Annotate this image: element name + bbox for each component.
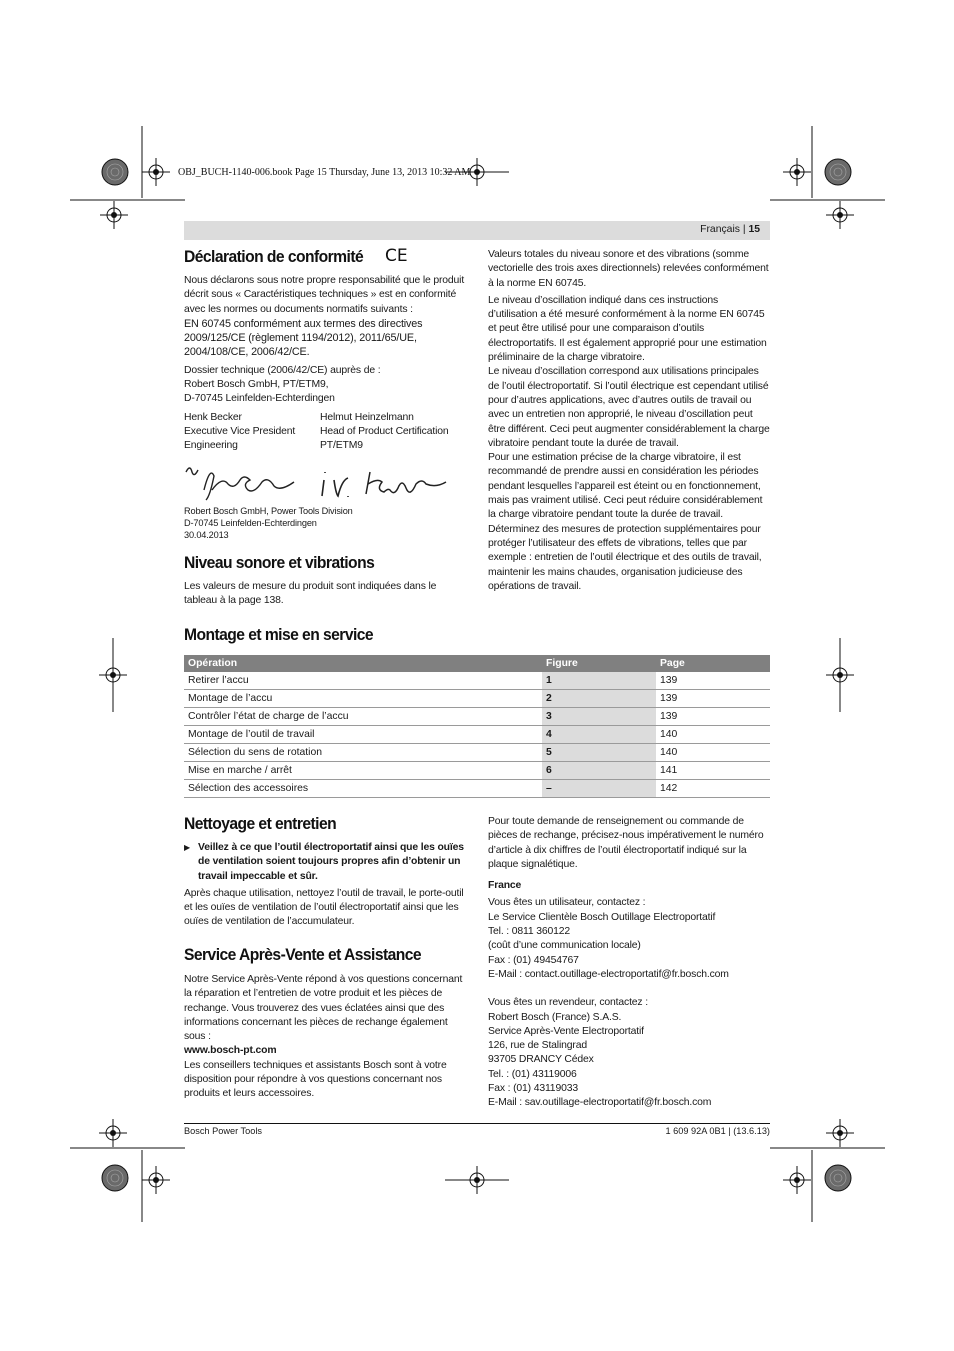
cleaning-section: [184, 814, 466, 930]
operation-cell: Sélection des accessoires: [184, 780, 542, 798]
service-text: Notre Service Après-Vente répond à vos questions concernant la réparation et l’entretien de votre produit et les pièces de rechange. Vous trouverez des vues éclatées ainsi que des informations concernant les pièces de rechange également sous :: [184, 974, 463, 1043]
service-url-link[interactable]: www.bosch-pt.com: [184, 1045, 277, 1057]
operation-cell: Contrôler l’état de charge de l’accu: [184, 708, 542, 726]
contact-line: Le Service Clientèle Bosch Outillage Electroportatif: [488, 911, 716, 923]
book-info-line: OBJ_BUCH-1140-006.book Page 15 Thursday, June 13, 2013 10:32 AM: [178, 167, 471, 178]
signer-2-title: Head of Product Certification: [320, 425, 449, 437]
vibration-text-3: Le niveau d’oscillation correspond aux utilisations principales de l’outil électroportatif. Si l’outil électrique est cependant utilisé pour d’autres applications, avec d’autres outils de travail ou avec un entretien non approprié, le niveau d’oscillation peut être différent. Ceci peut augmenter considérablement la charge vibratoire pendant toute la durée de travail.: [488, 366, 770, 449]
vibration-text-1: Valeurs totales du niveau sonore et des vibrations (somme vectorielle des trois axes directionnels) relevées conformément à la norme EN 60745.: [488, 249, 769, 289]
footer-right: 1 609 92A 0B1 | (13.6.13): [665, 1126, 770, 1136]
page-cell: 142: [656, 780, 770, 798]
assembly-title: Montage et mise en service: [184, 625, 374, 644]
page-number: 15: [748, 224, 760, 235]
figure-cell: 6: [542, 762, 656, 780]
page-cell: 139: [656, 690, 770, 708]
contact-line: Vous êtes un revendeur, contactez :: [488, 997, 648, 1009]
figure-cell: 3: [542, 708, 656, 726]
column-operation: Opération: [184, 655, 542, 672]
figure-cell: –: [542, 780, 656, 798]
table-row: [184, 672, 770, 690]
ce-mark-text: CE: [384, 245, 408, 264]
assembly-table: [184, 655, 770, 798]
declaration-date: 30.04.2013: [184, 530, 229, 540]
contact-line: Fax : (01) 43119033: [488, 1083, 578, 1095]
page-cell: 139: [656, 672, 770, 690]
figure-cell: 1: [542, 672, 656, 690]
noise-section: [184, 553, 466, 609]
country-heading: France: [488, 880, 522, 892]
vibration-text-4: Pour une estimation précise de la charge vibratoire, il est recommandé de prendre aussi en considération les périodes pendant lesquelles l’appareil est éteint ou en fonctionnement, mais pas vraiment utilisé. Ceci peut réduire considérablement la charge vibratoire pendant toute la durée de travail. Déterminez des mesures de protection supplémentaires pour protéger l’utilisateur des effets de vibrations, telles que par exemple : entretien de l’outil électrique et des outils de travail, maintenir les mains chaudes, organisation judicieuse des opérations de travail.: [488, 452, 763, 592]
footer-left: Bosch Power Tools: [184, 1126, 262, 1136]
cleaning-title: Nettoyage et entretien: [184, 814, 337, 833]
page-cell: 140: [656, 744, 770, 762]
order-section: [488, 815, 772, 1111]
signer-2: [320, 411, 449, 454]
contact-line: (coût d’une communication locale): [488, 940, 641, 952]
declaration-section: [184, 246, 466, 454]
technical-file-label: Dossier technique (2006/42/CE) auprès de :: [184, 364, 381, 376]
cleaning-text: Après chaque utilisation, nettoyez l’outil de travail, le porte-outil et les ouïes de ventilation de l’outil électroportatif ainsi que les ouïes de ventilation de l’accumulateur.: [184, 887, 464, 928]
column-figure: Figure: [542, 655, 656, 672]
table-row: [184, 780, 770, 798]
table-row: [184, 690, 770, 708]
operation-cell: Mise en marche / arrêt: [184, 762, 542, 780]
signer-2-name: Helmut Heinzelmann: [320, 411, 414, 423]
page-cell: 141: [656, 762, 770, 780]
service-section: [184, 945, 466, 1102]
signer-1-name: Henk Becker: [184, 411, 242, 423]
operation-cell: Montage de l’accu: [184, 690, 542, 708]
assembly-section: [184, 625, 770, 798]
dealer-contact: [488, 996, 772, 1110]
footer-rule: [184, 1123, 770, 1124]
company-name: Robert Bosch GmbH, Power Tools Division: [184, 506, 353, 516]
bullet-arrow-icon: ▶: [184, 843, 191, 852]
header-language: Français: [700, 224, 740, 235]
operation-cell: Montage de l’outil de travail: [184, 726, 542, 744]
contact-email[interactable]: E-Mail : contact.outillage-electroportatif@fr.bosch.com: [488, 968, 729, 980]
page-cell: 140: [656, 726, 770, 744]
signer-1: [184, 411, 320, 454]
user-contact: [488, 896, 772, 982]
contact-email[interactable]: E-Mail : sav.outillage-electroportatif@fr.bosch.com: [488, 1097, 712, 1109]
declaration-norms: EN 60745 conformément aux termes des directives 2009/125/CE (règlement 1194/2012), 2011/65/UE, 2004/108/CE, 2006/42/CE.: [184, 317, 423, 359]
figure-cell: 4: [542, 726, 656, 744]
table-header-row: [184, 655, 770, 672]
cleaning-warning: Veillez à ce que l’outil électroportatif ainsi que les ouïes de ventilation soient toujours propres afin d’obtenir un travail impeccable et sûr.: [198, 842, 464, 882]
operation-cell: Sélection du sens de rotation: [184, 744, 542, 762]
table-row: [184, 726, 770, 744]
vibration-section: [488, 248, 770, 594]
noise-text: Les valeurs de mesure du produit sont indiquées dans le tableau à la page 138.: [184, 581, 437, 607]
declaration-text: Nous déclarons sous notre propre responsabilité que le produit décrit sous « Caractéristiques techniques » est en conformité avec les normes ou documents normatifs suivants :: [184, 275, 465, 315]
service-text-2: Les conseillers techniques et assistants Bosch sont à votre disposition pour répondre à vos questions concernant nos produits et leurs accessoires.: [184, 1059, 447, 1100]
order-text: Pour toute demande de renseignement ou commande de pièces de rechange, précisez-nous impérativement le numéro d’article à dix chiffres de l’outil électroportatif indiqué sur la plaque signalétique.: [488, 816, 764, 870]
contact-line: Vous êtes un utilisateur, contactez :: [488, 897, 646, 909]
declaration-footer: [184, 505, 466, 541]
contact-line: Service Après-Vente Electroportatif: [488, 1025, 644, 1037]
contact-line: 93705 DRANCY Cédex: [488, 1054, 594, 1066]
contact-line: Tel. : 0811 360122: [488, 926, 571, 938]
contact-line: 126, rue de Stalingrad: [488, 1040, 587, 1052]
figure-cell: 5: [542, 744, 656, 762]
technical-file-address-1: Robert Bosch GmbH, PT/ETM9,: [184, 379, 329, 391]
declaration-title: Déclaration de conformité: [184, 247, 364, 266]
page-header: [600, 224, 760, 235]
contact-line: Robert Bosch (France) S.A.S.: [488, 1011, 622, 1023]
vibration-text-2: Le niveau d’oscillation indiqué dans ces instructions d’utilisation a été mesuré conformément à la norme EN 60745 et peut être utilisé pour une comparaison d’outils électroportatifs. Il est également approprié pour une estimation préliminaire de la charge vibratoire.: [488, 294, 767, 364]
table-row: [184, 708, 770, 726]
figure-cell: 2: [542, 690, 656, 708]
noise-title: Niveau sonore et vibrations: [184, 553, 375, 572]
technical-file-address-2: D-70745 Leinfelden-Echterdingen: [184, 393, 335, 405]
header-separator: |: [742, 224, 746, 235]
column-page: Page: [656, 655, 770, 672]
company-address: D-70745 Leinfelden-Echterdingen: [184, 518, 317, 528]
contact-line: Tel. : (01) 43119006: [488, 1068, 577, 1080]
table-row: [184, 762, 770, 780]
signer-2-dept: PT/ETM9: [320, 440, 363, 452]
signer-1-title: Executive Vice President: [184, 425, 296, 437]
signer-1-dept: Engineering: [184, 440, 238, 452]
operation-cell: Retirer l’accu: [184, 672, 542, 690]
contact-line: Fax : (01) 49454767: [488, 954, 579, 966]
page-cell: 139: [656, 708, 770, 726]
table-row: [184, 744, 770, 762]
signature-image: [184, 460, 454, 506]
ce-mark-icon: [385, 246, 411, 269]
service-title: Service Après-Vente et Assistance: [184, 945, 422, 964]
